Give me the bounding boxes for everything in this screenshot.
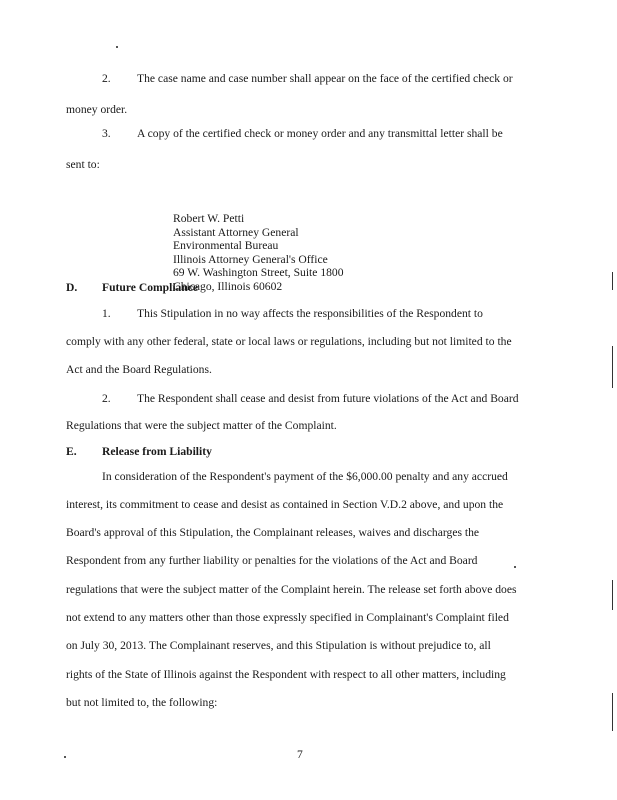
section-heading: Future Compliance <box>102 281 199 294</box>
paragraph-text: The case name and case number shall appear on the face of the certified check or <box>137 72 513 85</box>
scan-artifact <box>612 272 613 290</box>
paragraph-text: but not limited to, the following: <box>66 696 218 709</box>
paragraph-text: Regulations that were the subject matter of the Complaint. <box>66 419 337 432</box>
address-block <box>173 212 344 294</box>
paragraph-text: In consideration of the Respondent's payment of the $6,000.00 penalty and any accrued <box>102 470 508 483</box>
scan-artifact <box>64 756 66 758</box>
address-line: Illinois Attorney General's Office <box>173 252 328 266</box>
paragraph-text: rights of the State of Illinois against the Respondent with respect to all other matters, including <box>66 668 506 681</box>
address-line: Chicago, Illinois 60602 <box>173 279 283 293</box>
section-letter: E. <box>66 445 77 458</box>
address-line: Assistant Attorney General <box>173 225 299 239</box>
paragraph-text: A copy of the certified check or money order and any transmittal letter shall be <box>137 127 503 140</box>
paragraph-text: interest, its commitment to cease and desist as contained in Section V.D.2 above, and upon the <box>66 498 504 511</box>
paragraph-text: sent to: <box>66 158 100 171</box>
scan-artifact <box>612 693 613 731</box>
paragraph-text: The Respondent shall cease and desist from future violations of the Act and Board <box>137 392 519 405</box>
paragraph-text: money order. <box>66 103 128 116</box>
paragraph-text: This Stipulation in no way affects the responsibilities of the Respondent to <box>137 307 483 320</box>
paragraph-number: 3. <box>102 127 111 140</box>
section-letter: D. <box>66 281 78 294</box>
scan-artifact <box>514 566 516 568</box>
address-line: Robert W. Petti <box>173 212 245 225</box>
paragraph-text: not extend to any matters other than those expressly specified in Complainant's Complaint filed <box>66 611 509 624</box>
scan-artifact <box>612 346 613 388</box>
section-heading: Release from Liability <box>102 445 212 458</box>
address-line: 69 W. Washington Street, Suite 1800 <box>173 266 344 280</box>
paragraph-number: 2. <box>102 72 111 85</box>
paragraph-text: Act and the Board Regulations. <box>66 363 212 376</box>
paragraph-text: Respondent from any further liability or penalties for the violations of the Act and Board <box>66 554 478 567</box>
address-line: Environmental Bureau <box>173 239 279 253</box>
paragraph-number: 1. <box>102 307 111 320</box>
page-number: 7 <box>297 748 303 761</box>
scan-artifact <box>116 46 118 48</box>
paragraph-number: 2. <box>102 392 111 405</box>
scan-artifact <box>612 580 613 610</box>
paragraph-text: on July 30, 2013. The Complainant reserves, and this Stipulation is without prejudice to, all <box>66 639 491 652</box>
paragraph-text: comply with any other federal, state or local laws or regulations, including but not limited to the <box>66 335 512 348</box>
paragraph-text: Board's approval of this Stipulation, the Complainant releases, waives and discharges the <box>66 526 480 539</box>
paragraph-text: regulations that were the subject matter of the Complaint herein. The release set forth above does <box>66 583 517 596</box>
